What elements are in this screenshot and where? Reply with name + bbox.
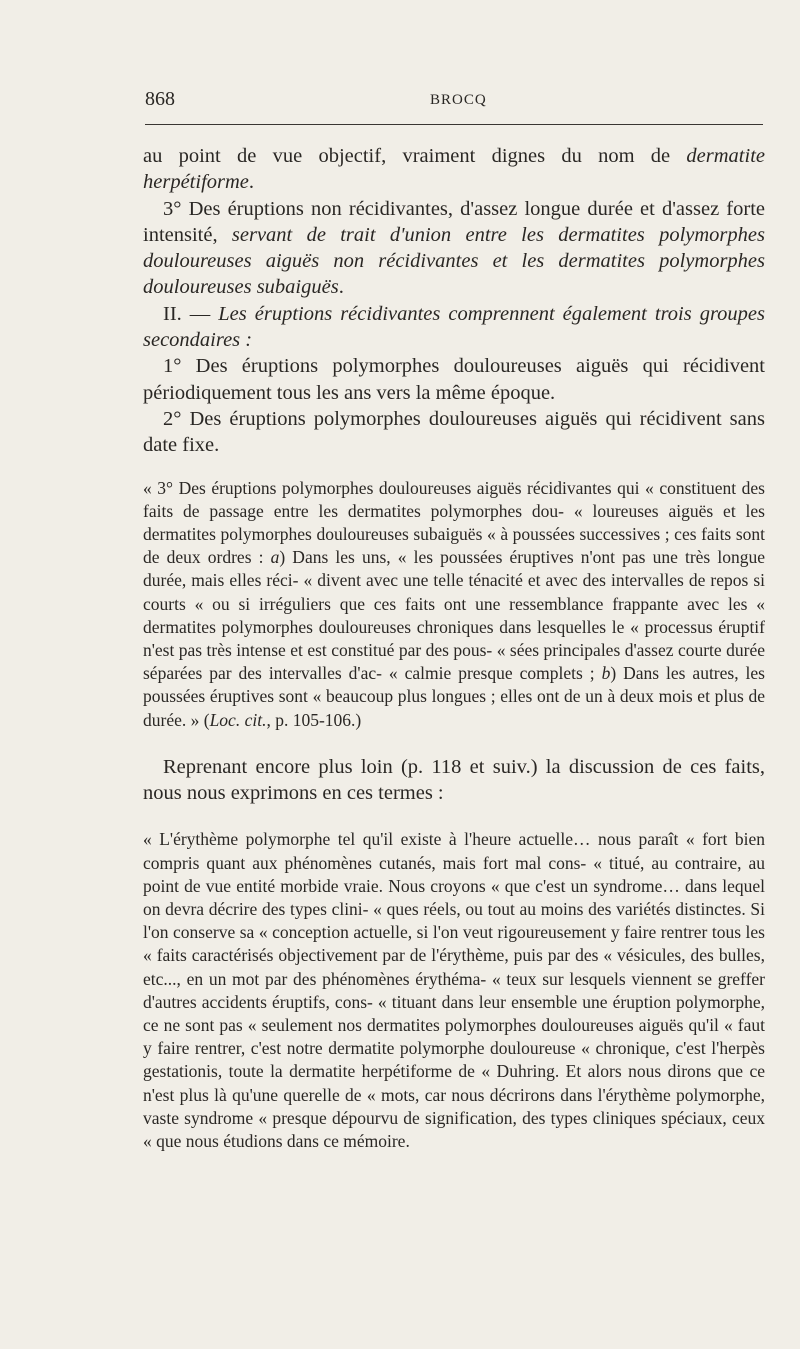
paragraph-1-end: . — [248, 171, 255, 194]
page-header — [145, 88, 765, 112]
quote-1-part-a: « 3° Des éruptions polymorphes douloureuses aiguës récidivantes qui « constituent des faits de passage entre les dermatites polymorphes dou- « loureuses aiguës et les dermatites polymorphes douloureuses subaiguës « à poussées successives ; ces faits sont de deux ordres : — [143, 477, 765, 568]
quote-1-item-a: a — [270, 547, 280, 568]
page-body — [143, 143, 765, 1153]
header-rule — [145, 124, 763, 125]
paragraph-3 — [143, 301, 765, 354]
paragraph-2-end: . — [338, 276, 344, 299]
paragraph-2 — [143, 196, 765, 301]
paragraph-3-italic: Les éruptions récidivantes comprennent également trois groupes secondaires : — [143, 302, 766, 352]
paragraph-1-text: au point de vue objectif, vraiment dignes du nom de — [143, 145, 687, 167]
quote-1-part-e: ) Dans les autres, les poussées éruptives sont « beaucoup plus longues ; elles ont de un à deux mois et plus de durée. » ( — [143, 663, 765, 730]
page-number: 868 — [145, 88, 175, 110]
quote-block-2: « L'érythème polymorphe tel qu'il existe à l'heure actuelle… nous paraît « fort bien compris quant aux phénomènes cutanés, mais fort mal cons- « titué, au contraire, au point de vue entité morbide vraie. Nous croyons « que c'est un syndrome… dans lequel on devra décrire des types clini- « ques réels, ou tout au moins des variétés distinctes. Si l'on conserve sa « conception actuelle, si l'on veut rigoureusement y faire rentrer tous les « faits caractérisés objectivement par de l'érythème, puis par des « vésicules, des bulles, etc..., en un mot par des phénomènes érythéma- « teux sur lesquels viennent se greffer d'autres accidents éruptifs, cons- « tituant dans leur ensemble une éruption polymorphe, ce ne sont pas « seulement nos dermatites polymorphes douloureuses aiguës qu'il « faut y faire rentrer, c'est notre dermatite polymorphe douloureuse « chronique, c'est l'herpès gestationis, toute la dermatite herpétiforme de « Duhring. Et alors nous dirons que ce n'est plus là qu'une querelle de « mots, car nous décrirons dans l'érythème polymorphe, vaste syndrome « presque dépourvu de signification, des types cliniques spéciaux, ceux « que nous étudions dans ce mémoire. — [143, 829, 765, 1152]
quote-1-item-b: b — [601, 663, 611, 684]
quote-1-citation: Loc. cit. — [209, 709, 267, 730]
paragraph-4: 1° Des éruptions polymorphes douloureuses aiguës qui récidivent périodiquement tous les ans vers la même époque. — [143, 355, 765, 404]
paragraph-3-numeral: II. — — [163, 302, 219, 325]
paragraph-2-italic: servant de trait d'union entre les dermatites polymorphes douloureuses aiguës non récidivantes et les dermatites polymorphes douloureuses subaiguës — [143, 223, 765, 299]
paragraph-5: 2° Des éruptions polymorphes douloureuses aiguës qui récidivent sans date fixe. — [143, 407, 765, 457]
quote-block-1 — [143, 477, 765, 732]
running-title: BROCQ — [430, 92, 487, 108]
paragraph-1 — [143, 143, 765, 196]
quote-1-part-c: ) Dans les uns, « les poussées éruptives n'ont pas une très longue durée, mais elles réci- « divent avec une telle ténacité et avec des intervalles de repos si courts « ou si irréguliers que ces faits ont une ressemblance frappante avec les « dermatites polymorphes douloureuses chroniques dans lesquelles le « processus éruptif n'est pas très intense et est constitué par des pous- « sées principales d'assez courte durée séparées par des intervalles d'ac- « calmie presque complets ; — [143, 547, 765, 684]
paragraph-6: Reprenant encore plus loin (p. 118 et suiv.) la discussion de ces faits, nous nous exprimons en ces termes : — [143, 755, 765, 805]
quote-1-pages: , p. 105-106.) — [266, 709, 362, 730]
paragraph-2-text: 3° Des éruptions non récidivantes, d'assez longue durée et d'assez forte intensité, — [143, 197, 765, 246]
paragraph-1-italic: dermatite herpétiforme — [143, 145, 765, 194]
